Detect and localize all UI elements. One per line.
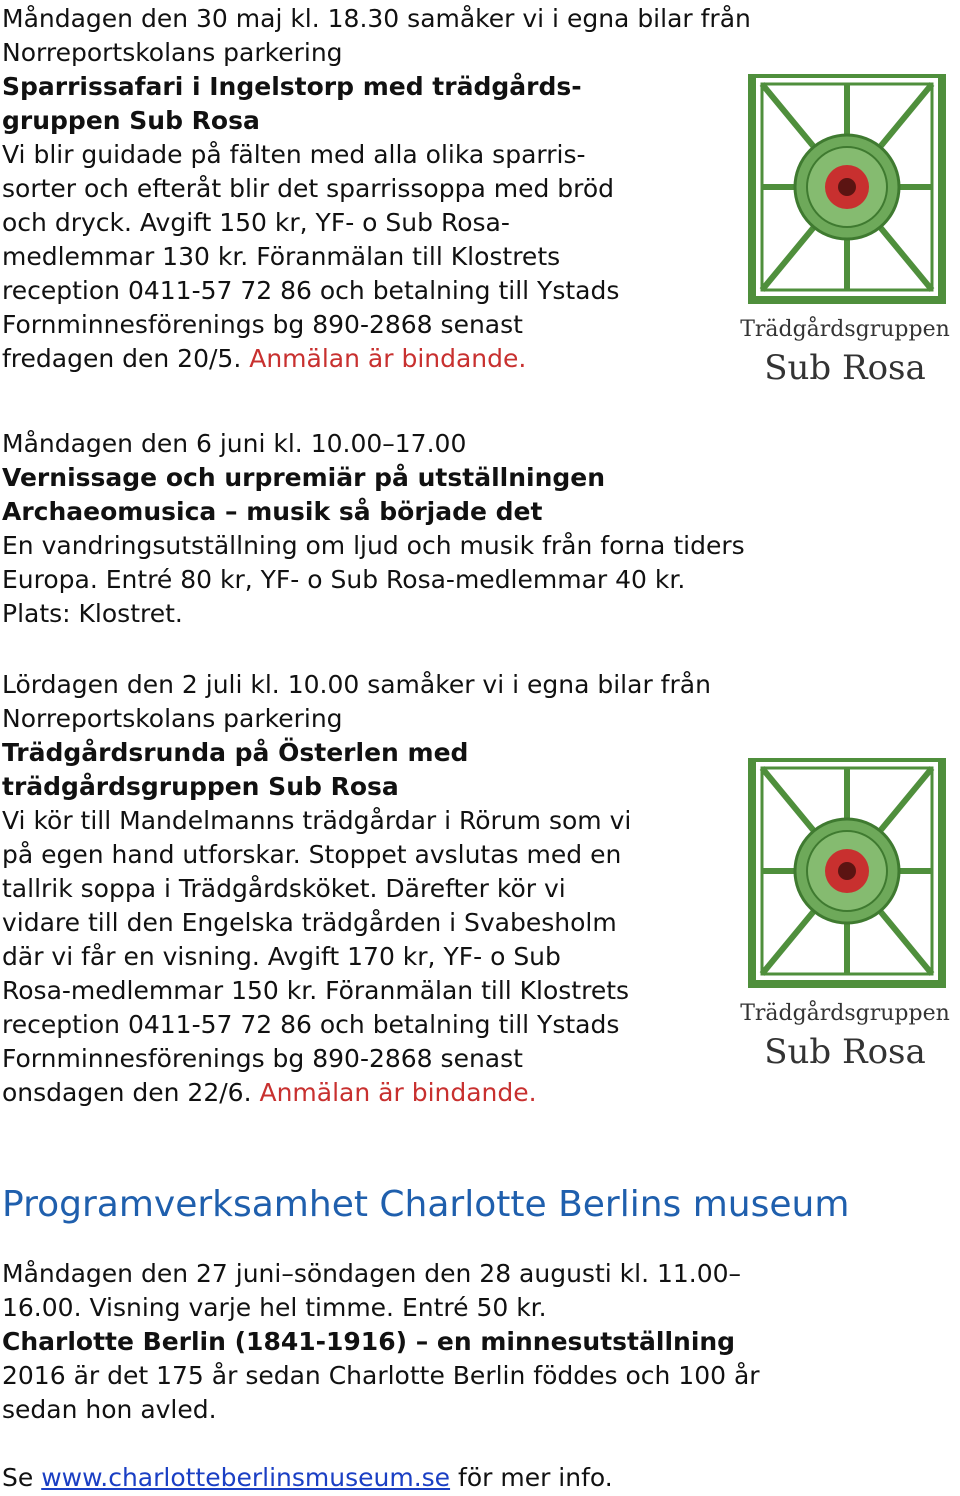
event1-intro-line-2: Norreportskolans parkering <box>2 38 343 67</box>
event1-title-line-2: gruppen Sub Rosa <box>2 106 260 135</box>
museum-body-line-1: 2016 är det 175 år sedan Charlotte Berlin föddes och 100 år <box>2 1361 760 1390</box>
event3-body-line-1: Vi kör till Mandelmanns trädgårdar i Rörum som vi <box>2 806 632 835</box>
more-info-suffix: för mer info. <box>458 1463 613 1492</box>
sub-rosa-logo-2 <box>740 758 950 1076</box>
museum-heading: Programverksamhet Charlotte Berlins museum <box>2 1184 850 1225</box>
event1-body-line-2: sorter och efteråt blir det sparrissoppa med bröd <box>2 174 615 203</box>
museum-date-line-1: Måndagen den 27 juni–söndagen den 28 augusti kl. 11.00– <box>2 1259 742 1288</box>
event2-body-line-2: Europa. Entré 80 kr, YF- o Sub Rosa-medlemmar 40 kr. <box>2 565 686 594</box>
event1-deadline-text: fredagen den 20/5. <box>2 344 242 373</box>
event1-body-line-5: reception 0411-57 72 86 och betalning till Ystads <box>2 276 620 305</box>
museum-website-link[interactable]: www.charlotteberlinsmuseum.se <box>41 1463 451 1492</box>
event1-body-line-3: och dryck. Avgift 150 kr, YF- o Sub Rosa- <box>2 208 510 237</box>
event3-body-line-2: på egen hand utforskar. Stoppet avslutas med en <box>2 840 622 869</box>
event3-body-line-3: tallrik soppa i Trädgårdsköket. Därefter kör vi <box>2 874 566 903</box>
event2-date-line: Måndagen den 6 juni kl. 10.00–17.00 <box>2 429 467 458</box>
sub-rosa-logo-graphic <box>740 758 950 1076</box>
event3-deadline-text: onsdagen den 22/6. <box>2 1078 252 1107</box>
museum-date-line-2: 16.00. Visning varje hel timme. Entré 50 kr. <box>2 1293 547 1322</box>
event3-body-line-7: reception 0411-57 72 86 och betalning till Ystads <box>2 1010 620 1039</box>
logo-text-line2: Sub Rosa <box>764 1032 926 1072</box>
sub-rosa-logo-1 <box>740 74 950 392</box>
event3-body-line-9 <box>2 1076 537 1110</box>
event2-body-line-3: Plats: Klostret. <box>2 599 183 628</box>
event1-title-line-1: Sparrissafari i Ingelstorp med trädgårds- <box>2 72 582 101</box>
event1-body-line-1: Vi blir guidade på fälten med alla olika sparris- <box>2 140 586 169</box>
event3-intro-line-1: Lördagen den 2 juli kl. 10.00 samåker vi i egna bilar från <box>2 670 711 699</box>
event1-body-line-7 <box>2 342 526 376</box>
event3-title-line-1: Trädgårdsrunda på Österlen med <box>2 738 469 767</box>
event1-binding-notice: Anmälan är bindande. <box>249 344 527 373</box>
event3-body-line-4: vidare till den Engelska trädgården i Svabesholm <box>2 908 617 937</box>
museum-body-line-2: sedan hon avled. <box>2 1395 217 1424</box>
logo-text-line2: Sub Rosa <box>764 348 926 388</box>
event3-body-line-5: där vi får en visning. Avgift 170 kr, YF- o Sub <box>2 942 561 971</box>
museum-more-info-line <box>2 1461 613 1495</box>
event3-body-line-6: Rosa-medlemmar 150 kr. Föranmälan till Klostrets <box>2 976 630 1005</box>
event1-intro-line-1: Måndagen den 30 maj kl. 18.30 samåker vi i egna bilar från <box>2 4 751 33</box>
sub-rosa-logo-graphic <box>740 74 950 392</box>
event1-body-line-4: medlemmar 130 kr. Föranmälan till Klostrets <box>2 242 561 271</box>
more-info-prefix: Se <box>2 1463 34 1492</box>
event3-intro-line-2: Norreportskolans parkering <box>2 704 343 733</box>
logo-text-line1: Trädgårdsgruppen <box>740 317 950 342</box>
event3-binding-notice: Anmälan är bindande. <box>259 1078 537 1107</box>
logo-text-line1: Trädgårdsgruppen <box>740 1001 950 1026</box>
museum-exhibition-title: Charlotte Berlin (1841-1916) – en minnesutställning <box>2 1327 736 1356</box>
event2-body-line-1: En vandringsutställning om ljud och musik från forna tiders <box>2 531 745 560</box>
event3-title-line-2: trädgårdsgruppen Sub Rosa <box>2 772 399 801</box>
event3-body-line-8: Fornminnesförenings bg 890-2868 senast <box>2 1044 523 1073</box>
event1-body-line-6: Fornminnesförenings bg 890-2868 senast <box>2 310 523 339</box>
event2-title-line-2: Archaeomusica – musik så började det <box>2 497 543 526</box>
event2-title-line-1: Vernissage och urpremiär på utställningen <box>2 463 606 492</box>
